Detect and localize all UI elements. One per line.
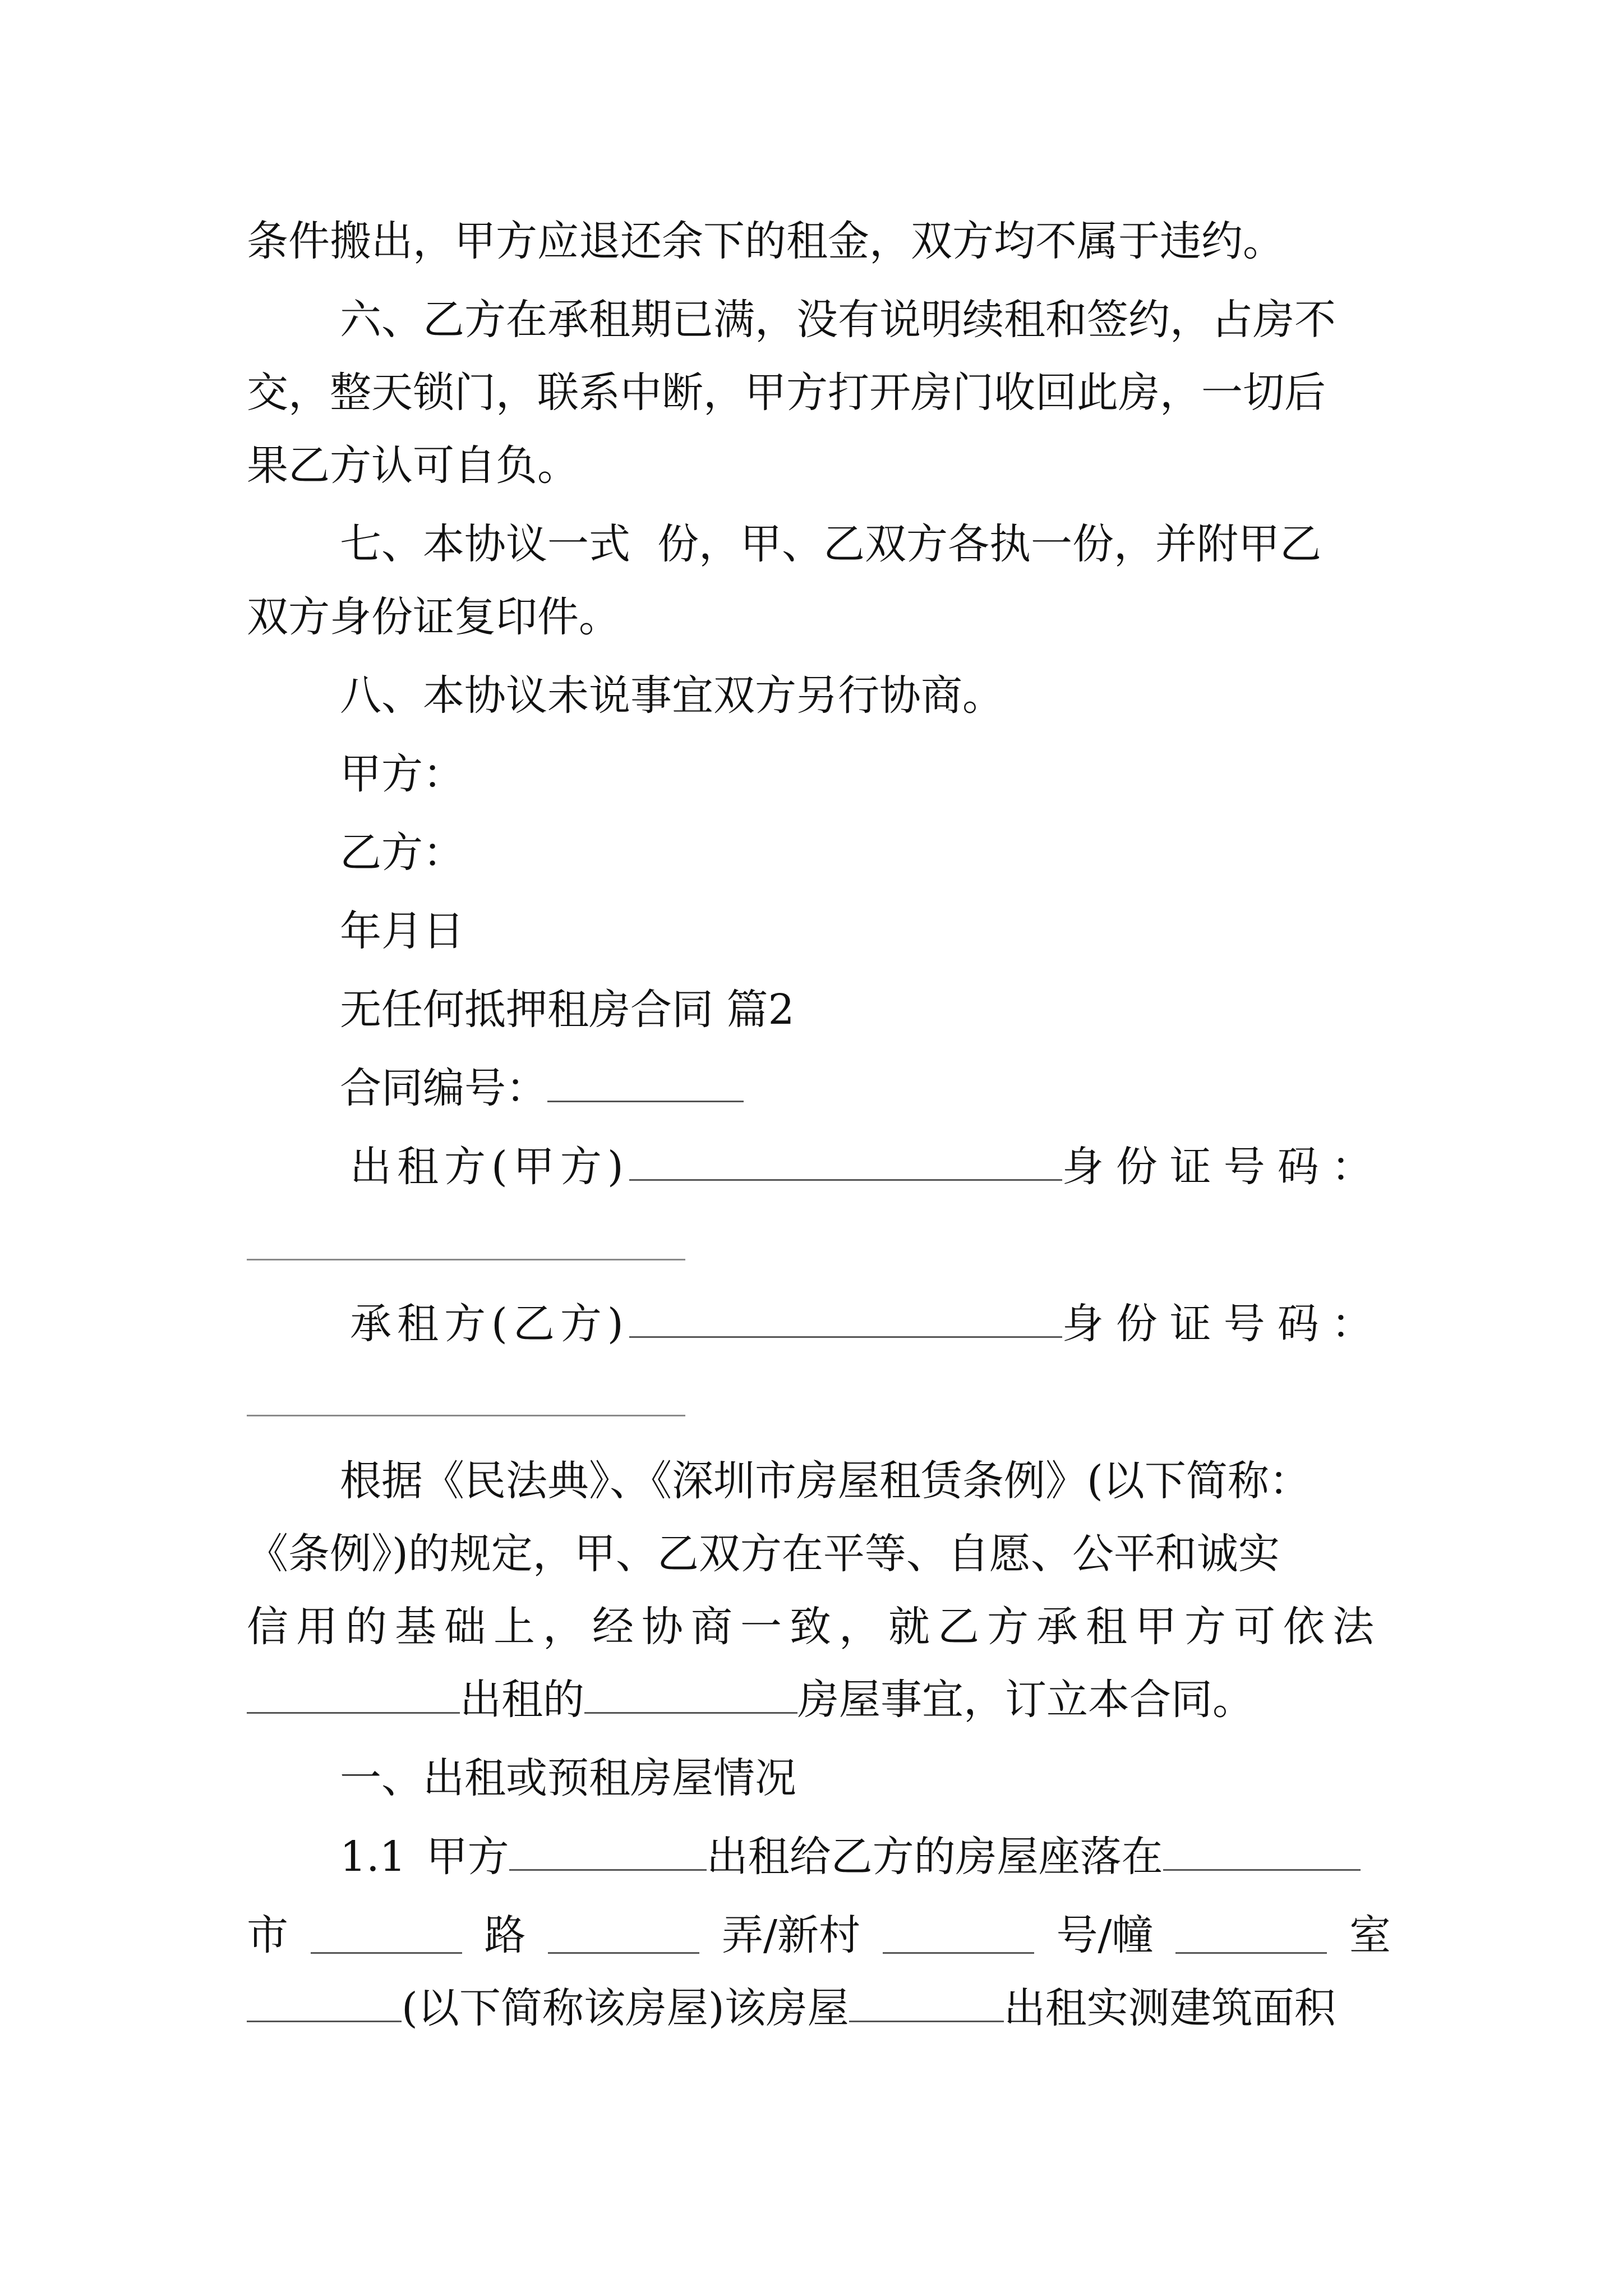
lessee-id-blank	[247, 1415, 685, 1416]
lessor-lawful-blank	[247, 1677, 460, 1714]
clause-1-1-line-3	[247, 1975, 1391, 2042]
clause-8: 八、本协议未说事宜双方另行协商。	[340, 671, 1004, 720]
room-number-blank	[247, 1986, 402, 2022]
party-a-signature-label: 甲方：	[340, 750, 464, 798]
lessee-row	[350, 1290, 1391, 1358]
lessee-id-label: 身份证号码：	[1062, 1300, 1385, 1348]
contract-number-row	[340, 1055, 1394, 1122]
lessor-id-blank	[247, 1259, 685, 1260]
intro-line-2: 《条例》)的规定，甲、乙双方在平等、自愿、公平和诚实	[247, 1530, 1280, 1578]
section-title: 无任何抵押租房合同 篇2	[340, 986, 795, 1034]
clause-text-1: 出租给乙方的房屋座落在	[706, 1833, 1163, 1881]
clause-6-line-2: 交，整天锁门，联系中断，甲方打开房门收回此房，一切后	[247, 369, 1326, 417]
lessee-name-blank	[629, 1301, 1062, 1338]
clause-number: 1.1	[340, 1833, 406, 1881]
intro-line-1: 根据《民法典》、《深圳市房屋租赁条例》(以下简称：	[340, 1457, 1311, 1505]
road-label: 路	[484, 1911, 526, 1959]
lessor-name-blank	[629, 1144, 1062, 1181]
property-type-blank	[584, 1677, 797, 1714]
lease-type-blank	[849, 1986, 1004, 2022]
clause-text-3: 出租实测建筑面积	[1003, 1984, 1336, 2032]
city-label: 市	[247, 1911, 288, 1959]
clause-text-2: (以下简称该房屋)该房屋	[402, 1984, 849, 2032]
section-1-title: 一、出租或预租房屋情况	[340, 1754, 796, 1802]
clause-party: 甲方	[426, 1833, 509, 1881]
clause-6-line-1: 六、乙方在承租期已满，没有说明续租和签约，占房不	[340, 296, 1336, 344]
clause-1-1-line-1	[340, 1823, 1394, 1890]
date-label: 年月日	[340, 907, 464, 955]
intro-line-3: 信用的基础上，经协商一致，就乙方承租甲方可依法	[247, 1603, 1382, 1651]
clause-7-line-2: 双方身份证复印件。	[247, 593, 620, 641]
clause-7-text-part2: 份，甲、乙双方各执一份，并附甲乙	[657, 520, 1321, 568]
intro-line-4-text1: 出租的	[460, 1676, 584, 1724]
lessor-row	[350, 1133, 1391, 1200]
lane-label: 弄/新村	[722, 1911, 860, 1959]
lane-blank	[548, 1917, 699, 1954]
room-label: 室	[1349, 1911, 1391, 1959]
location-blank	[1163, 1834, 1361, 1871]
clause-7-line-1	[340, 510, 1394, 578]
number-blank	[883, 1917, 1034, 1954]
paragraph-line: 条件搬出，甲方应退还余下的租金，双方均不属于违约。	[247, 217, 1284, 265]
number-label: 号/幢	[1056, 1911, 1154, 1959]
contract-number-label: 合同编号：	[340, 1064, 547, 1112]
road-blank	[311, 1917, 462, 1954]
party-a-blank	[509, 1834, 707, 1871]
intro-line-4-text2: 房屋事宜，订立本合同。	[797, 1676, 1254, 1724]
clause-6-line-3: 果乙方认可自负。	[247, 441, 579, 490]
contract-number-blank	[547, 1066, 744, 1102]
lessor-label: 出租方(甲方)	[350, 1143, 629, 1191]
clause-1-1-line-2	[247, 1902, 1391, 1969]
lessor-id-label: 身份证号码：	[1062, 1143, 1385, 1191]
room-blank	[1175, 1917, 1327, 1954]
clause-7-text-part1: 七、本协议一式	[340, 520, 630, 568]
intro-line-4	[247, 1666, 1391, 1733]
lessee-label: 承租方(乙方)	[350, 1300, 629, 1348]
party-b-signature-label: 乙方：	[340, 829, 464, 877]
